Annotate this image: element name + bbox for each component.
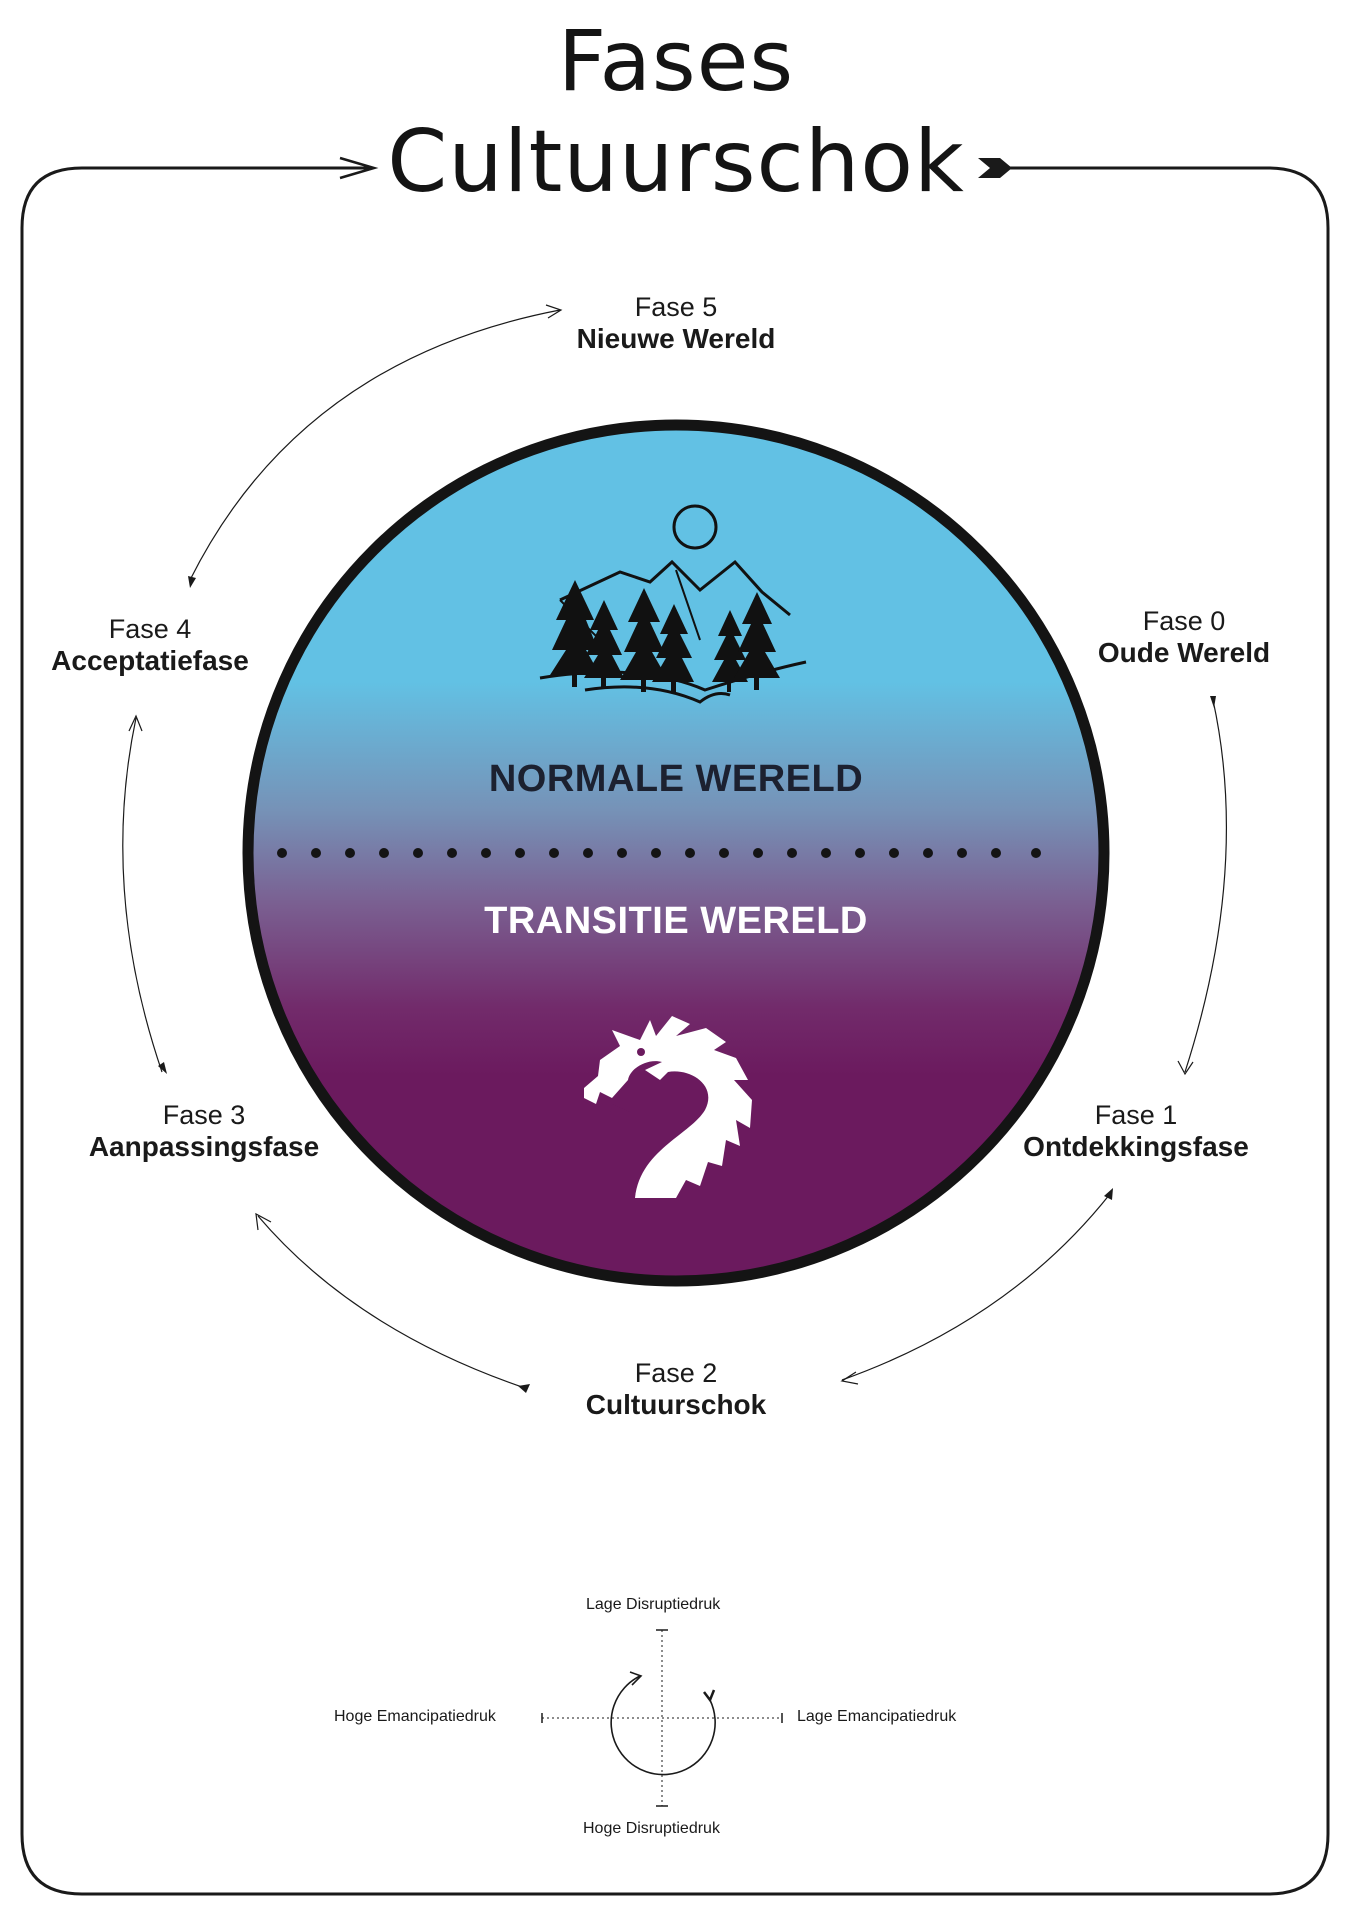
normal-world-label: NORMALE WERELD — [488, 758, 864, 800]
phase-1-label — [986, 1100, 1286, 1163]
phase-1-number: Fase 1 — [1094, 1100, 1178, 1130]
phase-4-label — [0, 614, 300, 677]
phase-0-label — [1034, 606, 1334, 669]
phase-5-number: Fase 5 — [634, 292, 718, 322]
arrow-0-to-1 — [1185, 700, 1226, 1072]
compass-left-label: Hoge Emancipatiedruk — [334, 1708, 496, 1725]
phase-2-name: Cultuurschok — [585, 1389, 767, 1421]
phase-0-name: Oude Wereld — [1097, 637, 1271, 669]
phase-4-name: Acceptatiefase — [51, 645, 249, 677]
compass-top-label: Lage Disruptiedruk — [586, 1596, 721, 1613]
phase-3-number: Fase 3 — [162, 1100, 246, 1130]
phase-2-number: Fase 2 — [634, 1358, 718, 1388]
compass-bottom-label: Hoge Disruptiedruk — [583, 1820, 720, 1837]
phase-5-name: Nieuwe Wereld — [576, 323, 776, 355]
phase-0-number: Fase 0 — [1142, 606, 1226, 636]
page-title-line-1: Fases — [557, 12, 795, 110]
compass-right-label: Lage Emancipatiedruk — [797, 1708, 957, 1725]
phase-3-name: Aanpassingsfase — [88, 1131, 320, 1163]
phase-1-name: Ontdekkingsfase — [1023, 1131, 1249, 1163]
phase-2-label — [526, 1358, 826, 1421]
compass-cycle-arrow — [611, 1676, 715, 1775]
phase-5-label — [526, 292, 826, 355]
compass-legend — [542, 1630, 782, 1806]
page-title-line-2: Cultuurschok — [387, 112, 965, 212]
transition-world-label: TRANSITIE WERELD — [484, 900, 868, 942]
phase-4-number: Fase 4 — [108, 614, 192, 644]
phase-3-label — [54, 1100, 354, 1163]
